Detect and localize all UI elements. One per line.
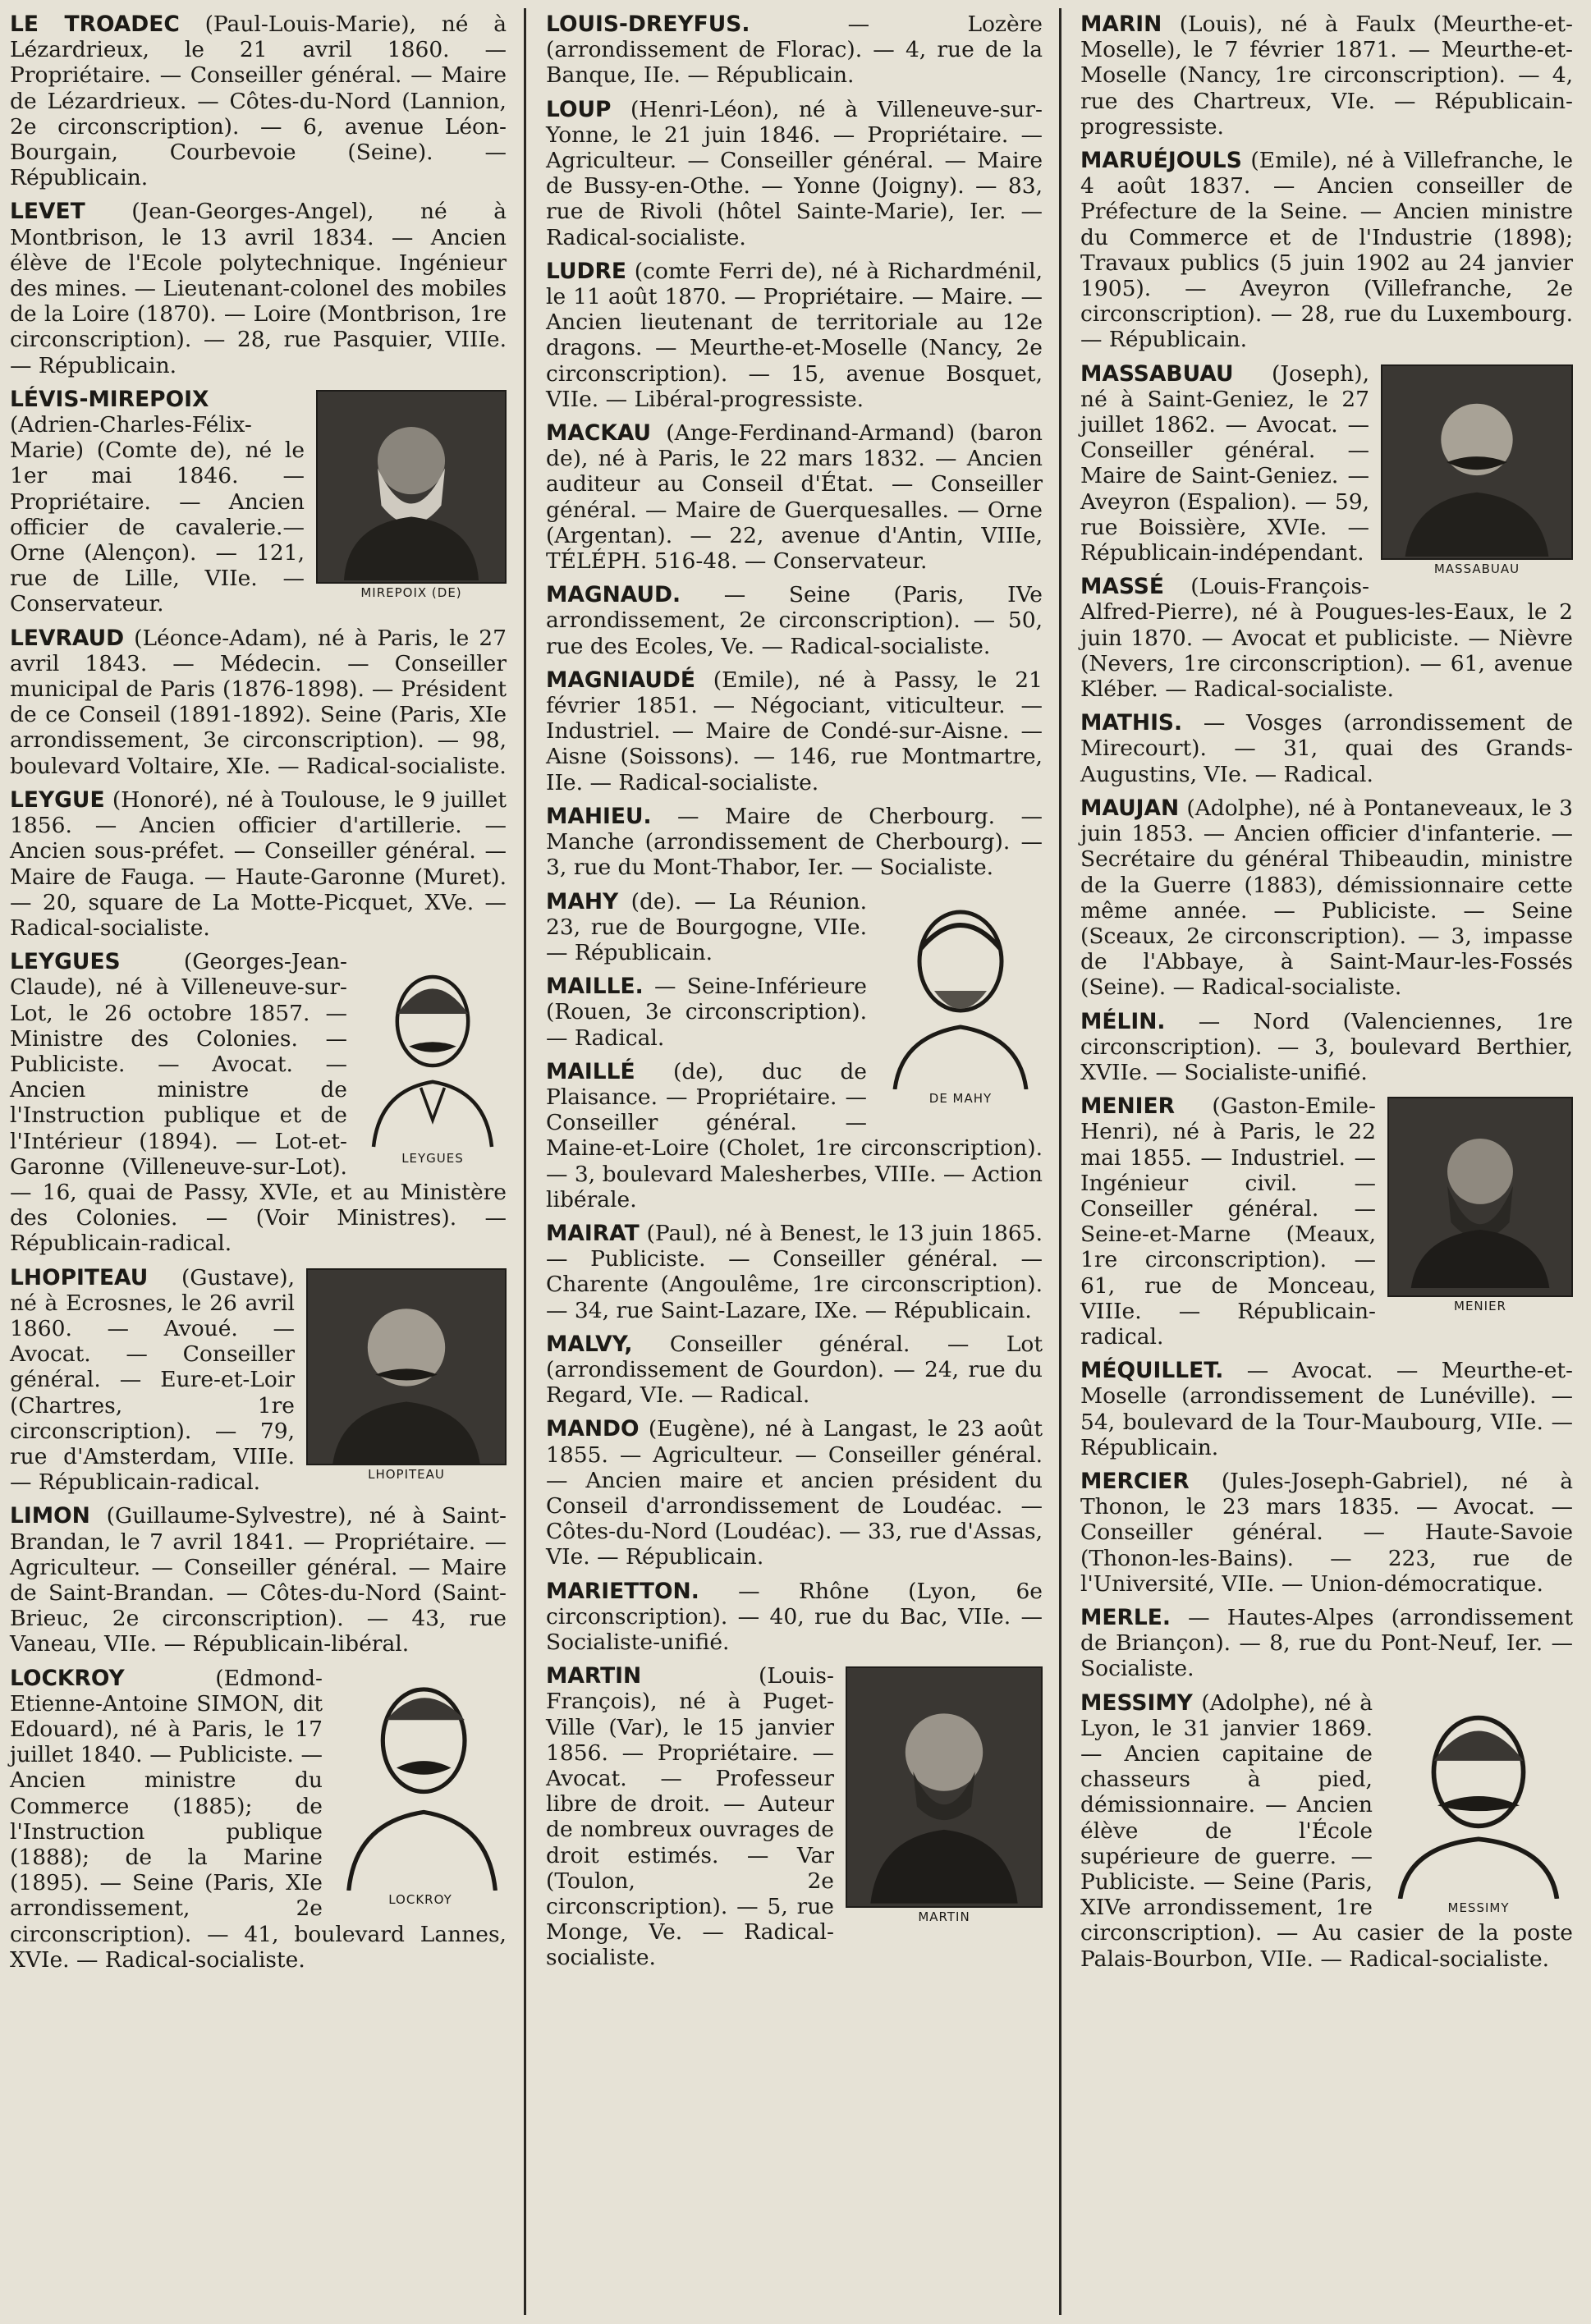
deputy-name: LOCKROY [10, 1665, 125, 1691]
column-divider [524, 8, 526, 2315]
portrait-caption: LOCKROY [388, 1891, 452, 1907]
portrait-photo [306, 1268, 507, 1465]
entry [546, 1579, 1043, 1656]
deputy-details: (Gaston-Emile-Henri), né à Paris, le 22 mai 1855. — Industriel. — Ingénieur civil. — Conseiller général. — Seine-et-Marne (Meaux, 1re circonscription). — 61, rue de Monceau, VIIIe. — Républicain-radical. [1080, 1093, 1376, 1350]
deputy-details: (Guillaume-Sylvestre), né à Saint-Brandan, le 7 avril 1841. — Propriétaire. — Agriculteur. — Conseiller général. — Maire de Saint-Brandan. — Côtes-du-Nord (Saint-Brieuc, 2e circonscription). — 43, rue Vaneau, VIIe. — Républicain-libéral. [10, 1503, 507, 1657]
portrait-caption: MARTIN [918, 1909, 970, 1925]
deputy-name: MAHY [546, 888, 619, 914]
deputy-name: LÉVIS-MIREPOIX [10, 386, 209, 412]
deputy-name: MAHIEU. [546, 803, 652, 829]
deputy-name: LHOPITEAU [10, 1264, 149, 1290]
entry [10, 626, 507, 779]
entry [1080, 710, 1573, 787]
deputy-details: (Louis-François-Alfred-Pierre), né à Pougues-les-Eaux, le 2 juin 1870. — Avocat et publiciste. — Nièvre (Nevers, 1re circonscription). — 61, avenue Kléber. — Radical-socialiste. [1080, 574, 1573, 703]
person-icon [1389, 1098, 1571, 1295]
deputy-name: MASSÉ [1080, 574, 1164, 600]
person-icon [1382, 366, 1571, 558]
deputy-name: LEVET [10, 199, 85, 225]
portrait-photo [846, 1666, 1043, 1908]
deputy-details: (Louis), né à Faulx (Meurthe-et-Moselle), le 7 février 1871. — Meurthe-et-Moselle (Nancy, 1re circonscription). — 4, rue des Chartreux, VIe. — Républicain-progressiste. [1080, 11, 1573, 140]
portrait [846, 1666, 1043, 1924]
deputy-details: (Eugène), né à Langast, le 23 août 1855. — Agriculteur. — Conseiller général. — Ancien maire et ancien président du Conseil d'arrondissement de Loudéac. — Côtes-du-Nord (Loudéac). — 33, rue d'Assas, VIe. — Républicain. [546, 1416, 1043, 1570]
portrait-caption: MIREPOIX (DE) [360, 584, 462, 600]
portrait-drawing [359, 952, 507, 1149]
entry [10, 1666, 507, 1973]
deputy-name: MARUÉJOULS [1080, 148, 1242, 174]
deputy-details: (Paul-Louis-Marie), né à Lézardrieux, le 21 avril 1860. — Propriétaire. — Conseiller général. — Maire de Lézardrieux. — Côtes-du-Nord (Lannion, 2e circonscription). — 6, avenue Léon-Bourgain, Courbevoie (Seine). — Républicain. [10, 11, 507, 191]
person-icon [308, 1270, 505, 1464]
deputy-name: MACKAU [546, 420, 652, 447]
deputy-details: (de). — La Réunion. 23, rue de Bourgogne, VIIe. — Républicain. [546, 888, 867, 965]
deputy-details: (Henri-Léon), né à Villeneuve-sur-Yonne, le 21 juin 1846. — Propriétaire. — Agriculteur. — Conseiller général. — Maire de Bussy-en-Othe. — Yonne (Joigny). — 83, rue de Rivoli (hôtel Sainte-Marie), Ier. — Radical-socialiste. [546, 96, 1043, 250]
entry [546, 1663, 1043, 1970]
deputy-details: — Seine-Inférieure (Rouen, 3e circonscription). — Radical. [546, 974, 867, 1051]
entry [1080, 574, 1573, 702]
deputy-name: MAIRAT [546, 1220, 640, 1246]
person-icon [318, 392, 505, 582]
person-icon [847, 1668, 1041, 1906]
entry [546, 1221, 1043, 1323]
portrait-caption: MASSABUAU [1433, 561, 1520, 576]
deputy-details: (Adolphe), né à Lyon, le 31 janvier 1869. — Ancien capitaine de chasseurs à pied, démissionnaire. — Ancien élève de l'École supérieure de guerre. — Publiciste. — Seine (Paris, XIVe arrondissement, 1re circonscription). — Au casier de la poste Palais-Bourbon, VIIe. — Radical-socialiste. [1080, 1689, 1573, 1972]
deputy-name: LOUP [546, 96, 612, 122]
deputy-details: — Seine (Paris, IVe arrondissement, 2e circonscription). — 50, rue des Ecoles, Ve. — Radical-socialiste. [546, 582, 1043, 659]
portrait-caption: MENIER [1454, 1299, 1506, 1314]
deputy-details: (Léonce-Adam), né à Paris, le 27 avril 1843. — Médecin. — Conseiller municipal de Paris (1876-1898). — Président de ce Conseil (1891-1892). Seine (Paris, XIe arrondissement, 3e circonscription). — 98, boulevard Voltaire, XIe. — Radical-socialiste. [10, 625, 507, 779]
column-2 [546, 11, 1043, 1979]
portrait [359, 952, 507, 1166]
deputy-name: LIMON [10, 1503, 90, 1529]
portrait-drawing [1384, 1694, 1573, 1899]
portrait-photo [1381, 364, 1573, 560]
person-icon [359, 952, 507, 1149]
deputy-name: MARIETTON. [546, 1578, 699, 1604]
deputy-details: — Maire de Cherbourg. — Manche (arrondissement de Cherbourg). — 3, rue du Mont-Thabor, Ier. — Socialiste. [546, 803, 1043, 881]
deputy-details: (Louis-François), né à Puget-Ville (Var), le 15 janvier 1856. — Propriétaire. — Avocat. — Professeur libre de droit. — Auteur de nombreux ouvrages de droit estimés. — Var (Toulon, 2e circonscription). — 5, rue Monge, Ve. — Radical-socialiste. [546, 1663, 834, 1971]
deputy-name: LEYGUES [10, 949, 121, 975]
deputy-details: (Jean-Georges-Angel), né à Montbrison, le 13 avril 1834. — Ancien élève de l'Ecole polytechnique. Ingénieur des mines. — Lieutenant-colonel des mobiles de la Loire (1870). — Loire (Montbrison, 1re circonscription). — 28, rue Pasquier, VIIIe. — Républicain. [10, 199, 507, 378]
deputy-name: MARTIN [546, 1663, 642, 1689]
deputy-details: — Hautes-Alpes (arrondissement de Briançon). — 8, rue du Pont-Neuf, Ier. — Socialiste. [1080, 1604, 1573, 1682]
deputy-details: (Jules-Joseph-Gabriel), né à Thonon, le 23 mars 1835. — Avocat. — Conseiller général. — Haute-Savoie (Thonon-les-Bains). — 223, rue de l'Université, VIIe. — Union-démocratique. [1080, 1468, 1573, 1597]
column-divider [1059, 8, 1061, 2315]
portrait [334, 1669, 507, 1907]
deputy-name: MANDO [546, 1416, 640, 1442]
entry [10, 1265, 507, 1496]
entry [546, 582, 1043, 659]
portrait-caption: LHOPITEAU [368, 1466, 445, 1482]
entry [10, 1503, 507, 1657]
deputy-details: (Emile), né à Passy, le 21 février 1851. — Négociant, viticulteur. — Industriel. — Maire de Condé-sur-Aisne. — Aisne (Soissons). — 146, rue Montmartre, IIe. — Radical-socialiste. [546, 667, 1043, 795]
deputy-name: MAILLE. [546, 974, 644, 1000]
deputy-name: MASSABUAU [1080, 360, 1234, 387]
entry [546, 804, 1043, 881]
deputy-details: (Joseph), né à Saint-Geniez, le 27 juillet 1862. — Avocat. — Conseiller général. — Maire de Saint-Geniez. — Aveyron (Espalion). — 59, rue Boissière, XVIe. — Républicain-indépendant. [1080, 360, 1369, 566]
entry [10, 387, 507, 617]
deputy-details: (de), duc de Plaisance. — Propriétaire. — Conseiller général. — Maine-et-Loire (Cholet, 1re circonscription). — 3, boulevard Malesherbes, VIIIe. — Action libérale. [546, 1058, 1043, 1212]
deputy-details: (Honoré), né à Toulouse, le 9 juillet 1856. — Ancien officier d'artillerie. — Ancien sous-préfet. — Conseiller général. — Maire de Fauga. — Haute-Garonne (Muret). — 20, square de La Motte-Picquet, XVe. — Radical-socialiste. [10, 786, 507, 941]
deputy-details: — Avocat. — Meurthe-et-Moselle (arrondissement de Lunéville). — 54, boulevard de la Tour-Maubourg, VIIe. — Républicain. [1080, 1358, 1573, 1460]
portrait-caption: LEYGUES [401, 1151, 464, 1167]
portrait [306, 1268, 507, 1482]
entry [1080, 1469, 1573, 1597]
deputy-name: MÉLIN. [1080, 1008, 1166, 1034]
deputy-name: MÉQUILLET. [1080, 1358, 1224, 1384]
entry [1080, 1358, 1573, 1460]
portrait [1384, 1694, 1573, 1915]
deputy-name: MERLE. [1080, 1604, 1171, 1630]
entry [546, 667, 1043, 795]
deputy-details: — Nord (Valenciennes, 1re circonscription). — 3, boulevard Berthier, XVIIe. — Socialiste-unifié. [1080, 1008, 1573, 1085]
deputy-name: LOUIS-DREYFUS. [546, 11, 750, 37]
entry [1080, 1605, 1573, 1682]
deputy-name: MARIN [1080, 11, 1162, 37]
deputy-details: (comte Ferri de), né à Richardménil, le 11 août 1870. — Propriétaire. — Maire. — Ancien lieutenant de territoriale au 12e dragons. — Meurthe-et-Moselle (Nancy, 2e circonscription). — 15, avenue Bosquet, VIIe. — Libéral-progressiste. [546, 258, 1043, 412]
deputy-details: (Edmond-Etienne-Antoine SIMON, dit Edouard), né à Paris, le 17 juillet 1840. — Publiciste. — Ancien ministre du Commerce (1885); de l'Instruction publique (1888); de la Marine (1895). — Seine (Paris, XIe arrondissement, 2e circonscription). — 41, boulevard Lannes, XVIe. — Radical-socialiste. [10, 1665, 507, 1973]
deputy-details: (Adolphe), né à Pontaneveaux, le 3 juin 1853. — Ancien officier d'infanterie. — Secrétaire du général Thibeaudin, ministre de la Guerre (1883), démissionnaire cette même année. — Publiciste. — Seine (Sceaux, 2e circonscription). — 3, impasse de l'Abbaye, à Saint-Maur-les-Fossés (Seine). — Radical-socialiste. [1080, 795, 1573, 1001]
person-icon [1384, 1694, 1573, 1899]
deputy-name: MENIER [1080, 1093, 1176, 1120]
portrait-photo [1387, 1097, 1573, 1297]
entry [546, 97, 1043, 250]
entry [1080, 1690, 1573, 1972]
entry [10, 199, 507, 378]
deputy-details: (Georges-Jean-Claude), né à Villeneuve-sur-Lot, le 26 octobre 1857. — Ministre des Colonies. — Publiciste. — Avocat. — Ancien ministre de l'Instruction publique et de l'Intérieur (1894). — Lot-et-Garonne (Villeneuve-sur-Lot). — 16, quai de Passy, XVIe, et au Ministère des Colonies. — (Voir Ministres). — Républicain-radical. [10, 949, 507, 1257]
entry [546, 1332, 1043, 1409]
entry [546, 11, 1043, 89]
deputy-details: (Ange-Ferdinand-Armand) (baron de), né à Paris, le 22 mars 1832. — Ancien auditeur au Conseil d'État. — Conseiller général. — Maire de Guerquesalles. — Orne (Argentan). — 22, avenue d'Antin, VIIIe, TÉLÉPH. 516-48. — Conservateur. [546, 420, 1043, 575]
column-1 [10, 11, 507, 1981]
entry [10, 11, 507, 190]
deputy-details: — Lozère (arrondissement de Florac). — 4, rue de la Banque, IIe. — Républicain. [546, 11, 1043, 89]
deputy-name: MAGNAUD. [546, 582, 681, 608]
deputy-name: MATHIS. [1080, 710, 1183, 736]
deputy-name: MAGNIAUDÉ [546, 667, 695, 693]
deputy-details: (Adrien-Charles-Félix-Marie) (Comte de), né le 1er mai 1846. — Propriétaire. — Ancien officier de cavalerie.— Orne (Alençon). — 121, rue de Lille, VIIe. — Conservateur. [10, 412, 305, 617]
deputy-name: MESSIMY [1080, 1689, 1193, 1716]
entry [546, 1416, 1043, 1570]
portrait-drawing [878, 892, 1043, 1089]
entry [546, 420, 1043, 574]
entry [10, 949, 507, 1256]
deputy-name: LEVRAUD [10, 625, 125, 651]
entry [10, 787, 507, 941]
portrait [316, 390, 507, 600]
entry [1080, 11, 1573, 140]
entry [1080, 1093, 1573, 1350]
deputy-name: MAILLÉ [546, 1058, 635, 1084]
entry [1080, 148, 1573, 353]
deputy-name: LUDRE [546, 258, 626, 284]
entry [1080, 1009, 1573, 1086]
deputy-details: — Rhône (Lyon, 6e circonscription). — 40, rue du Bac, VIIe. — Socialiste-unifié. [546, 1578, 1043, 1655]
entry [1080, 795, 1573, 1001]
deputy-name: MAUJAN [1080, 795, 1180, 821]
deputy-details: (Emile), né à Villefranche, le 4 août 1837. — Ancien conseiller de Préfecture de la Seine. — Ancien ministre du Commerce et de l'Industrie (1898); Travaux publics (5 juin 1902 au 24 janvier 1905). — Aveyron (Villefranche, 2e circonscription). — 28, rue du Luxembourg. — Républicain. [1080, 148, 1573, 353]
portrait [878, 892, 1043, 1106]
portrait [1387, 1097, 1573, 1313]
portrait [1381, 364, 1573, 576]
deputy-details: (Paul), né à Benest, le 13 juin 1865. — Publiciste. — Conseiller général. — Charente (Angoulême, 1re circonscription). — 34, rue Saint-Lazare, IXe. — Républicain. [546, 1220, 1043, 1323]
portrait-caption: DE MAHY [928, 1090, 993, 1106]
person-icon [334, 1669, 507, 1891]
entry [546, 259, 1043, 412]
deputy-name: LEYGUE [10, 786, 105, 813]
entry [1080, 360, 1573, 576]
portrait-photo [316, 390, 507, 584]
person-icon [878, 892, 1043, 1089]
deputy-details: Conseiller général. — Lot (arrondissement de Gourdon). — 24, rue du Regard, VIe. — Radical. [546, 1331, 1043, 1409]
deputy-name: MALVY, [546, 1331, 633, 1357]
portrait-caption: MESSIMY [1447, 1900, 1510, 1915]
deputy-name: MERCIER [1080, 1468, 1190, 1494]
portrait-drawing [334, 1669, 507, 1891]
deputy-name: LE TROADEC [10, 11, 180, 37]
deputy-details: (Gustave), né à Ecrosnes, le 26 avril 1860. — Avoué. — Avocat. — Conseiller général. — Eure-et-Loir (Chartres, 1re circonscription). — 79, rue d'Amsterdam, VIIIe. — Républicain-radical. [10, 1264, 295, 1496]
column-3 [1080, 11, 1573, 1980]
deputy-details: — Vosges (arrondissement de Mirecourt). — 31, quai des Grands-Augustins, VIe. — Radical. [1080, 710, 1573, 787]
